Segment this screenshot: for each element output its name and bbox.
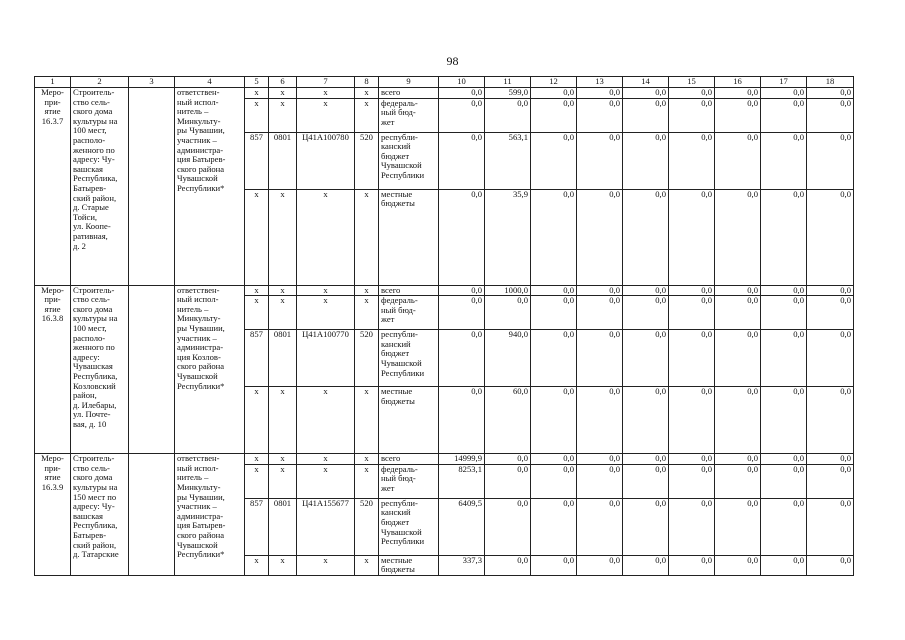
value-cell: 0,0 [807,498,854,555]
column-header: 13 [577,77,623,88]
value-cell: 0,0 [715,387,761,454]
value-cell: 0,0 [715,330,761,387]
value-cell: 0,0 [669,98,715,132]
value-cell: 0,0 [807,555,854,575]
column-header: 3 [129,77,175,88]
value-cell: 0,0 [485,454,531,465]
value-cell: 0,0 [669,330,715,387]
funding-source: всего [379,454,439,465]
value-cell: 0,0 [577,98,623,132]
expense-type: x [355,296,379,330]
value-cell: 0,0 [439,132,485,189]
measure-name: Строитель- ство сель- ского дома культуры на 150 мест по адресу: Чу- вашская Республика, Батырев- ский район, д. Татарские [71,454,129,576]
value-cell: 0,0 [531,464,577,498]
funding-source: местные бюджеты [379,189,439,285]
measure-name: Строитель- ство сель- ского дома культуры на 100 мест, располо- женного по адресу: Чу- вашская Республика, Батырев- ский район, д. Старые Тойси, ул. Коопе- ративная, д. 2 [71,88,129,286]
value-cell: 0,0 [715,98,761,132]
value-cell: 0,0 [807,330,854,387]
value-cell: 0,0 [531,498,577,555]
value-cell: 0,0 [715,464,761,498]
column-header: 14 [623,77,669,88]
column-header: 16 [715,77,761,88]
value-cell: 6409,5 [439,498,485,555]
grbs-code: 857 [245,330,269,387]
value-cell: 0,0 [761,464,807,498]
value-cell: 0,0 [807,454,854,465]
value-cell: 0,0 [485,98,531,132]
value-cell: 0,0 [439,88,485,99]
value-cell: 0,0 [439,98,485,132]
column-header: 12 [531,77,577,88]
table-row [35,285,854,296]
value-cell: 0,0 [531,285,577,296]
value-cell: 0,0 [623,387,669,454]
value-cell: 0,0 [485,464,531,498]
value-cell: 60,0 [485,387,531,454]
section-code: x [269,454,297,465]
value-cell: 0,0 [715,189,761,285]
column-3 [129,285,175,454]
funding-source: всего [379,285,439,296]
value-cell: 0,0 [807,98,854,132]
target-article: x [297,464,355,498]
header-row [35,77,854,88]
expense-type: 520 [355,498,379,555]
column-header: 15 [669,77,715,88]
expense-type: x [355,189,379,285]
value-cell: 0,0 [623,285,669,296]
value-cell: 0,0 [761,387,807,454]
value-cell: 0,0 [439,285,485,296]
value-cell: 0,0 [623,296,669,330]
expense-type: 520 [355,132,379,189]
funding-source: местные бюджеты [379,387,439,454]
value-cell: 0,0 [623,189,669,285]
value-cell: 0,0 [531,330,577,387]
value-cell: 0,0 [577,296,623,330]
value-cell: 0,0 [485,555,531,575]
value-cell: 940,0 [485,330,531,387]
value-cell: 0,0 [715,285,761,296]
grbs-code: x [245,296,269,330]
expense-type: x [355,454,379,465]
value-cell: 0,0 [577,330,623,387]
value-cell: 0,0 [577,498,623,555]
value-cell: 0,0 [577,555,623,575]
target-article: x [297,296,355,330]
grbs-code: 857 [245,132,269,189]
funding-source: федераль- ный бюд- жет [379,98,439,132]
column-3 [129,454,175,576]
expense-type: 520 [355,330,379,387]
value-cell: 0,0 [761,132,807,189]
value-cell: 0,0 [807,132,854,189]
measure-id: Меро- при- ятие 16.3.8 [35,285,71,454]
expense-type: x [355,88,379,99]
measure-id: Меро- при- ятие 16.3.9 [35,454,71,576]
value-cell: 0,0 [669,454,715,465]
value-cell: 0,0 [623,454,669,465]
value-cell: 0,0 [531,296,577,330]
section-code: x [269,464,297,498]
expense-type: x [355,98,379,132]
funding-source: республи- канский бюджет Чувашской Республики [379,132,439,189]
value-cell: 0,0 [669,88,715,99]
funding-source: местные бюджеты [379,555,439,575]
target-article: x [297,285,355,296]
value-cell: 0,0 [577,285,623,296]
value-cell: 0,0 [807,387,854,454]
section-code: x [269,98,297,132]
grbs-code: x [245,464,269,498]
column-header: 18 [807,77,854,88]
value-cell: 0,0 [715,296,761,330]
column-header: 17 [761,77,807,88]
column-header: 1 [35,77,71,88]
value-cell: 0,0 [761,189,807,285]
responsible: ответствен- ный испол- нитель – Минкульту- ры Чувашии, участник – администра- ция Козлов- ского района Чувашской Республики* [175,285,245,454]
value-cell: 14999,9 [439,454,485,465]
table-body [35,77,854,576]
column-3 [129,88,175,286]
value-cell: 0,0 [715,555,761,575]
value-cell: 0,0 [807,88,854,99]
table-row [35,88,854,99]
measure-name: Строитель- ство сель- ского дома культуры на 100 мест, располо- женного по адресу: Чувашская Республика, Козловский район, д. Илебары, ул. Почте- вая, д. 10 [71,285,129,454]
budget-table [34,76,854,576]
value-cell: 0,0 [715,454,761,465]
responsible: ответствен- ный испол- нитель – Минкульту- ры Чувашии, участник – администра- ция Батырев- ского района Чувашской Республики* [175,454,245,576]
value-cell: 0,0 [761,98,807,132]
grbs-code: x [245,98,269,132]
column-header: 10 [439,77,485,88]
column-header: 4 [175,77,245,88]
expense-type: x [355,555,379,575]
column-header: 11 [485,77,531,88]
value-cell: 0,0 [439,296,485,330]
grbs-code: x [245,387,269,454]
value-cell: 0,0 [761,296,807,330]
value-cell: 0,0 [531,555,577,575]
value-cell: 0,0 [485,296,531,330]
value-cell: 0,0 [623,498,669,555]
value-cell: 0,0 [807,464,854,498]
grbs-code: x [245,189,269,285]
value-cell: 0,0 [623,88,669,99]
value-cell: 0,0 [761,454,807,465]
column-header: 2 [71,77,129,88]
value-cell: 8253,1 [439,464,485,498]
value-cell: 563,1 [485,132,531,189]
value-cell: 0,0 [577,88,623,99]
responsible: ответствен- ный испол- нитель – Минкульту- ры Чувашии, участник – администра- ция Батырев- ского района Чувашской Республики* [175,88,245,286]
value-cell: 0,0 [761,285,807,296]
value-cell: 0,0 [577,189,623,285]
value-cell: 0,0 [623,464,669,498]
value-cell: 0,0 [807,285,854,296]
target-article: Ц41А155677 [297,498,355,555]
expense-type: x [355,387,379,454]
value-cell: 0,0 [669,189,715,285]
value-cell: 0,0 [577,464,623,498]
grbs-code: x [245,454,269,465]
value-cell: 0,0 [439,330,485,387]
section-code: x [269,555,297,575]
grbs-code: x [245,555,269,575]
section-code: x [269,189,297,285]
section-code: 0801 [269,498,297,555]
column-header: 8 [355,77,379,88]
section-code: x [269,296,297,330]
funding-source: республи- канский бюджет Чувашской Республики [379,330,439,387]
value-cell: 0,0 [669,464,715,498]
value-cell: 0,0 [531,98,577,132]
value-cell: 1000,0 [485,285,531,296]
value-cell: 0,0 [531,189,577,285]
target-article: x [297,387,355,454]
section-code: x [269,285,297,296]
funding-source: всего [379,88,439,99]
value-cell: 0,0 [715,132,761,189]
section-code: 0801 [269,132,297,189]
value-cell: 0,0 [439,387,485,454]
column-header: 6 [269,77,297,88]
value-cell: 0,0 [623,132,669,189]
page-number: 98 [446,54,459,68]
value-cell: 0,0 [807,189,854,285]
value-cell: 0,0 [531,387,577,454]
value-cell: 0,0 [807,296,854,330]
value-cell: 0,0 [531,454,577,465]
target-article: x [297,454,355,465]
value-cell: 0,0 [761,555,807,575]
value-cell: 0,0 [623,98,669,132]
value-cell: 0,0 [531,132,577,189]
value-cell: 0,0 [439,189,485,285]
funding-source: федераль- ный бюд- жет [379,464,439,498]
value-cell: 0,0 [577,132,623,189]
section-code: x [269,88,297,99]
measure-id: Меро- при- ятие 16.3.7 [35,88,71,286]
value-cell: 0,0 [715,88,761,99]
value-cell: 0,0 [761,330,807,387]
grbs-code: x [245,88,269,99]
column-header: 5 [245,77,269,88]
value-cell: 35,9 [485,189,531,285]
table-row [35,454,854,465]
target-article: x [297,88,355,99]
value-cell: 0,0 [623,555,669,575]
funding-source: республи- канский бюджет Чувашской Республики [379,498,439,555]
value-cell: 0,0 [761,498,807,555]
column-header: 9 [379,77,439,88]
value-cell: 0,0 [669,387,715,454]
target-article: Ц41А100780 [297,132,355,189]
target-article: x [297,555,355,575]
value-cell: 0,0 [577,387,623,454]
value-cell: 599,0 [485,88,531,99]
value-cell: 0,0 [669,555,715,575]
value-cell: 0,0 [715,498,761,555]
target-article: x [297,98,355,132]
grbs-code: 857 [245,498,269,555]
value-cell: 0,0 [669,498,715,555]
value-cell: 337,3 [439,555,485,575]
funding-source: федераль- ный бюд- жет [379,296,439,330]
section-code: x [269,387,297,454]
grbs-code: x [245,285,269,296]
expense-type: x [355,285,379,296]
expense-type: x [355,464,379,498]
value-cell: 0,0 [669,285,715,296]
value-cell: 0,0 [577,454,623,465]
section-code: 0801 [269,330,297,387]
value-cell: 0,0 [623,330,669,387]
value-cell: 0,0 [761,88,807,99]
value-cell: 0,0 [669,296,715,330]
value-cell: 0,0 [669,132,715,189]
value-cell: 0,0 [531,88,577,99]
target-article: x [297,189,355,285]
target-article: Ц41А100770 [297,330,355,387]
value-cell: 0,0 [485,498,531,555]
column-header: 7 [297,77,355,88]
